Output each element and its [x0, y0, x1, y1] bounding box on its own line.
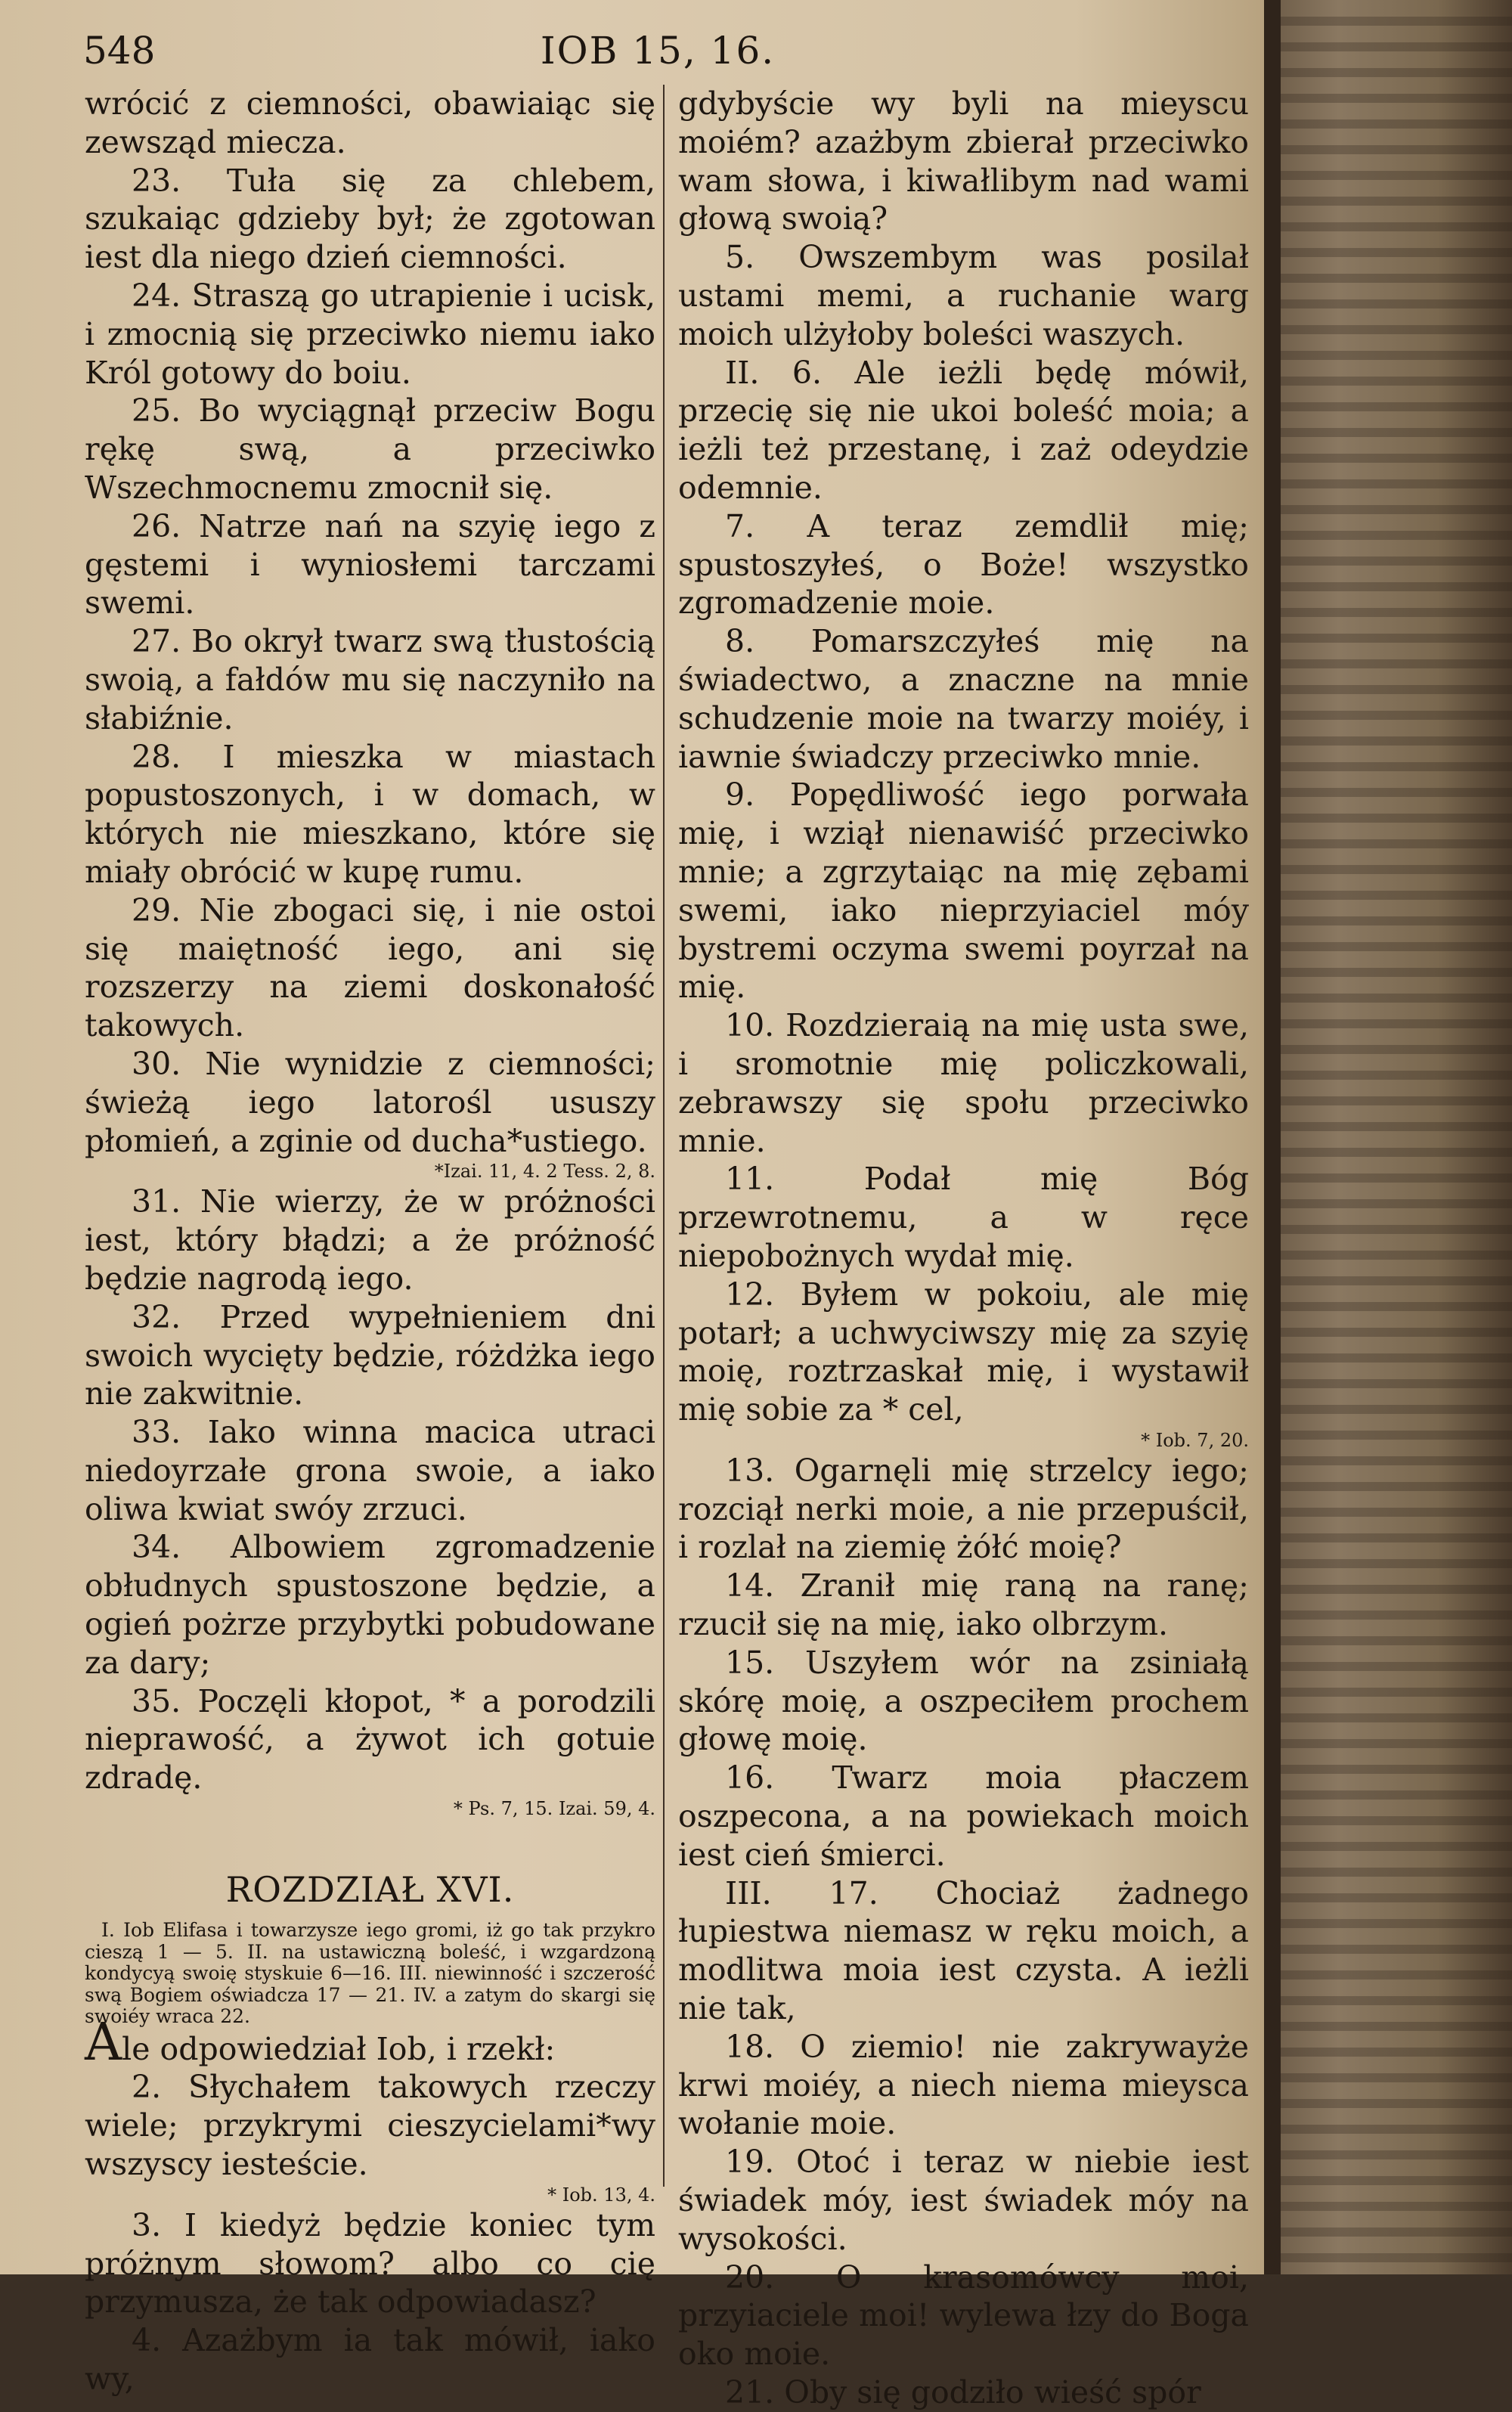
verse: 11. Podał mię Bóg przewrotnemu, a w ręce niepobożnych wydał mię. [678, 1161, 1249, 1274]
verse: 30. Nie wynidzie z ciemności; świeżą iego latorośl ususzy płomień, a zginie od ducha*ustiego. [85, 1045, 655, 1159]
footnote-reference: * Iob. 13, 4. [547, 2184, 655, 2206]
verse: 16. Twarz moia płaczem oszpecona, a na powiekach moich iest cień śmierci. [678, 1759, 1249, 1873]
footnote-reference: * Ps. 7, 15. Izai. 59, 4. [453, 1798, 655, 1820]
running-title: IOB 15, 16. [540, 29, 776, 73]
verse: 26. Natrze nań na szyię iego z gęstemi i wyniosłemi tarczami swemi. [85, 507, 655, 622]
left-column [85, 85, 655, 2398]
right-column [678, 85, 1249, 2412]
verse: 12. Byłem w pokoiu, ale mię potarł; a uchwyciwszy mię za szyię moię, roztrzaskał mię, i wystawił mię sobie za * cel, [678, 1276, 1249, 1428]
verse: 19. Otoć i teraz w niebie iest świadek móy, iest świadek móy na wysokości. [678, 2144, 1249, 2257]
verse: 8. Pomarszczyłeś mię na świadectwo, a znaczne na mnie schudzenie moie na twarzy moiéy, i iawnie świadczy przeciwko mnie. [678, 623, 1249, 775]
facing-page-edge [1264, 0, 1512, 2274]
page-header [83, 29, 1232, 79]
verse: 2. Słychałem takowych rzeczy wiele; przykrymi cieszycielami*wy wszyscy iesteście. [85, 2069, 655, 2182]
verse: 27. Bo okrył twarz swą tłustością swoią, a fałdów mu się naczyniło na słabiźnie. [85, 623, 655, 736]
verse: 35. Poczęli kłopot, * a porodzili nieprawość, a żywot ich gotuie zdradę. [85, 1682, 655, 1797]
verse: 5. Owszembym was posilał ustami memi, a ruchanie warg moich ulżyłoby boleści waszych. [678, 239, 1249, 352]
verse: 3. I kiedyż będzie koniec tym próżnym słowom? albo co cię przymusza, że tak odpowiadasz? [85, 2206, 655, 2321]
verse: 29. Nie zbogaci się, i nie ostoi się maiętność iego, ani się rozszerzy na ziemi doskonałość takowych. [85, 891, 655, 1044]
chapter-summary: I. Iob Elifasa i towarzysze iego gromi, iż go tak przykro cieszą 1 — 5. II. na ustawiczną boleść, i wzgardzoną kondycyą swoię styskuie 6—16. III. niewinność i szczerość swą Bogiem oświadcza 17 — 21. IV. a zatym do skargi się swoiéy wraca 22. [85, 1919, 655, 2028]
footnote-reference: *Izai. 11, 4. 2 Tess. 2, 8. [434, 1161, 655, 1183]
verse: 14. Zranił mię raną na ranę; rzucił się na mię, iako olbrzym. [678, 1567, 1249, 1643]
verse: 13. Ogarnęli mię strzelcy iego; rozciął nerki moie, a nie przepuścił, i rozlał na ziemię żółć moię? [678, 1452, 1249, 1566]
verse: 32. Przed wypełnieniem dni swoich wycięty będzie, różdżka iego nie zakwitnie. [85, 1298, 655, 1412]
verse: 4. Azażbym ia tak mówił, iako wy, [85, 2322, 655, 2397]
verse: II. 6. Ale ieżli będę mówił, przecię się nie ukoi boleść moia; a ieżli też przestanę, i zaż odeydzie odemnie. [678, 354, 1249, 506]
footnote-reference: * Iob. 7, 20. [1141, 1429, 1249, 1451]
verse: 7. A teraz zemdlił mię; spustoszyłeś, o Boże! wszystko zgromadzenie moie. [678, 507, 1249, 622]
verse: 23. Tuła się za chlebem, szukaiąc gdzieby był; że zgotowan iest dla niego dzień ciemności. [85, 162, 655, 276]
opening-text: le odpowiedział Iob, i rzekł: [122, 2030, 556, 2067]
verse: 20. O krasomówcy moi, przyiaciele moi! wylewa łzy do Boga oko moie. [678, 2259, 1249, 2373]
verse: 10. Rozdzieraią na mię usta swe, i sromotnie mię policzkowali, zebrawszy się społu przeciwko mnie. [678, 1007, 1249, 1159]
verse: 15. Uszyłem wór na zsiniałą skórę moię, a oszpeciłem prochem głowę moię. [678, 1644, 1249, 1758]
chapter-opening [85, 2012, 655, 2073]
verse: 31. Nie wierzy, że w próżności iest, który błądzi; a że próżność będzie nagrodą iego. [85, 1183, 655, 1297]
verse: 33. Iako winna macica utraci niedoyrzałe grona swoie, a iako oliwa kwiat swóy zrzuci. [85, 1414, 655, 1527]
verse: 21. Oby się godziło wieść spór [725, 2374, 1201, 2411]
column-divider [663, 85, 665, 2187]
chapter-title: ROZDZIAŁ XVI. [225, 1869, 515, 1911]
page-number: 548 [83, 29, 156, 73]
drop-cap: A [85, 2012, 122, 2073]
facing-page-text-blur [1281, 0, 1512, 2274]
verse: 9. Popędliwość iego porwała mię, i wziął nienawiść przeciwko mnie; a zgrzytaiąc na mię zębami swemi, iako nieprzyiaciel móy bystremi oczyma swemi poyrzał na mię. [678, 777, 1249, 1006]
verse: 28. I mieszka w miastach popustoszonych, i w domach, w których nie mieszkano, które się miały obrócić w kupę rumu. [85, 738, 655, 890]
verse: wrócić z ciemności, obawiaiąc się zewsząd miecza. [85, 85, 655, 160]
verse: gdybyście wy byli na mieyscu moiém? azażbym zbierał przeciwko wam słowa, i kiwałlibym nad wami głową swoią? [678, 85, 1249, 237]
verse: 24. Straszą go utrapienie i ucisk, i zmocnią się przeciwko niemu iako Król gotowy do boiu. [85, 277, 655, 391]
verse: 25. Bo wyciągnął przeciw Bogu rękę swą, a przeciwko Wszechmocnemu zmocnił się. [85, 392, 655, 506]
book-gutter [1264, 0, 1281, 2274]
verse: 34. Albowiem zgromadzenie obłudnych spustoszone będzie, a ogień pożrze przybytki pobudowane za dary; [85, 1529, 655, 1681]
verse: III. 17. Chociaż żadnego łupiestwa niemasz w ręku moich, a modlitwa moia iest czysta. A ieżli nie tak, [678, 1874, 1249, 2027]
verse: 18. O ziemio! nie zakrywayże krwi moiéy, a niech niema mieysca wołanie moie. [678, 2028, 1249, 2142]
